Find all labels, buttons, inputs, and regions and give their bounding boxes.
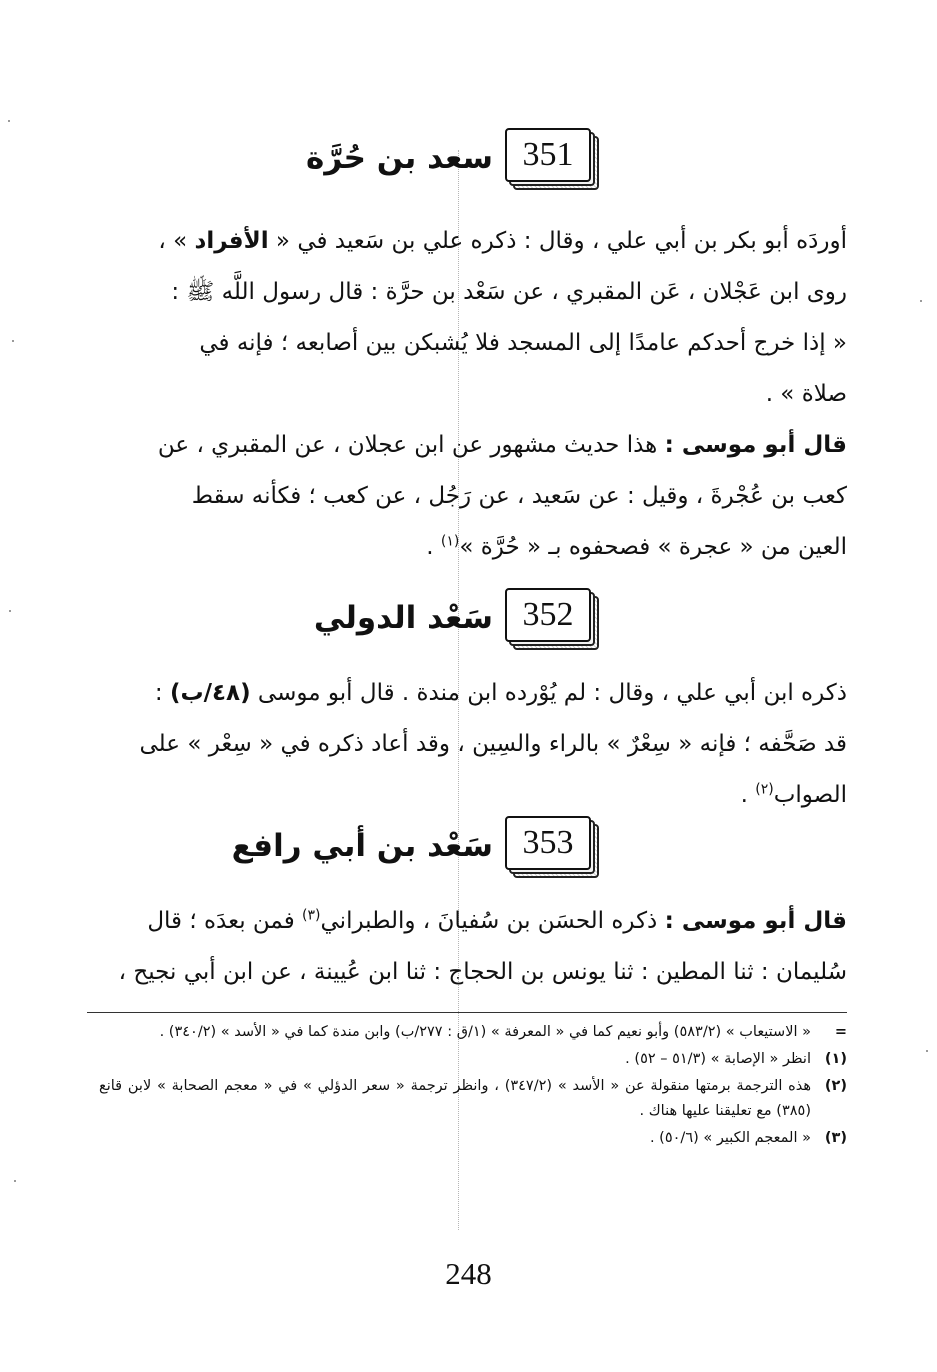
footnote (99, 1047, 847, 1072)
entry-number: 352 (522, 596, 574, 633)
text-line: العين من « عجرة » فصحفوه بـ « حُرَّة »$^{(١)}$ . (426, 533, 847, 560)
footnote (99, 1074, 847, 1124)
page-number: 248 (445, 1256, 492, 1291)
footnotes (99, 1020, 847, 1153)
entry-title: سعد بن حُرَّة (306, 139, 493, 176)
text-line: « إذا خرج أحدكم عامدًا إلى المسجد فلا يُشبكن بين أصابعه ؛ فإنه في (199, 330, 847, 356)
footnote-mark: (٣) (824, 1130, 847, 1146)
entry-number: 353 (522, 824, 574, 861)
scan-speck (12, 340, 14, 342)
text-line: الصواب$^{(٢)}$ . (740, 781, 847, 808)
entry-paragraph (99, 896, 847, 998)
entry-paragraph (99, 668, 847, 821)
text-line: ذكره ابن أبي علي ، وقال : لم يُوْرده ابن مندة . قال أبو موسى (٤٨/ب) : (154, 680, 847, 706)
text-line: كعب بن عُجْرةَ ، وقيل : عن سَعيد ، عن رَجُل ، عن كعب ؛ فكأنه سقط (191, 483, 847, 509)
entry-number-box (505, 588, 597, 648)
footnote-mark: = (834, 1024, 847, 1040)
entry-heading (232, 816, 597, 876)
footnote-text: هذه الترجمة برمتها منقولة عن « الأسد » (٣٤٧/٢) ، وانظر ترجمة « سعر الدؤلي » في « معجم الصحابة » لابن قانع (٣٨٥) مع تعليقنا عليها هناك . (99, 1078, 811, 1119)
footnote (99, 1126, 847, 1151)
scan-speck (9, 610, 11, 612)
entry-number: 351 (522, 136, 574, 173)
footnote-mark: (٢) (824, 1078, 847, 1094)
entry-title: سَعْد بن أبي رافع (231, 827, 493, 864)
footnote-text: انظر « الإصابة » (٥١/٣ – ٥٢) . (625, 1051, 811, 1067)
scan-speck (8, 120, 10, 122)
entry-heading (306, 128, 597, 188)
text-line: صلاة » . (765, 381, 847, 407)
text-line: قال أبو موسى : ذكره الحسَن بن سُفيانَ ، والطبراني$^{(٣)}$ فمن بعدَه ؛ قال (147, 907, 847, 934)
text-line: أوردَه أبو بكر بن أبي علي ، وقال : ذكره علي بن سَعيد في « الأفراد » ، (158, 228, 847, 254)
entry-paragraph (99, 216, 847, 420)
footnote (99, 1020, 847, 1045)
entry-commentary (99, 420, 847, 573)
scan-speck (926, 1050, 928, 1052)
footnote-ref: (١) (440, 533, 460, 550)
scan-speck (14, 1180, 16, 1182)
text-line: روى ابن عَجْلان ، عَن المقبري ، عن سَعْد بن حرَّة : قال رسول اللَّه ﷺ : (171, 279, 847, 305)
entry-title: سَعْد الدولي (313, 599, 493, 636)
footnote-text: « الاستيعاب » (٥٨٣/٢) وأبو نعيم كما في « المعرفة » (١/ق : ٢٧٧/ب) وابن مندة كما في « الأسد » (٣٤٠/٢) . (159, 1024, 811, 1040)
text-line: قال أبو موسى : هذا حديث مشهور عن ابن عجلان ، عن المقبري ، عن (157, 432, 847, 458)
text-line: سُليمان : ثنا المطين : ثنا يونس بن الحجاج : ثنا ابن عُيينة ، عن ابن أبي نجيح ، (118, 959, 847, 985)
footnote-separator (87, 1012, 847, 1013)
footnote-text: « المعجم الكبير » (٥٠/٦) . (649, 1130, 811, 1146)
text-line: قد صَحَّفه ؛ فإنه « سِعْرٌ » بالراء والسِين ، وقد أعاد ذكره في « سِعْر » على (139, 731, 847, 757)
entry-number-box (505, 816, 597, 876)
footnote-ref: (٣) (302, 907, 321, 924)
entry-number-box (505, 128, 597, 188)
footnote-mark: (١) (824, 1051, 847, 1067)
entry-heading (314, 588, 597, 648)
footnote-ref: (٢) (755, 781, 774, 798)
scan-speck (920, 300, 922, 302)
